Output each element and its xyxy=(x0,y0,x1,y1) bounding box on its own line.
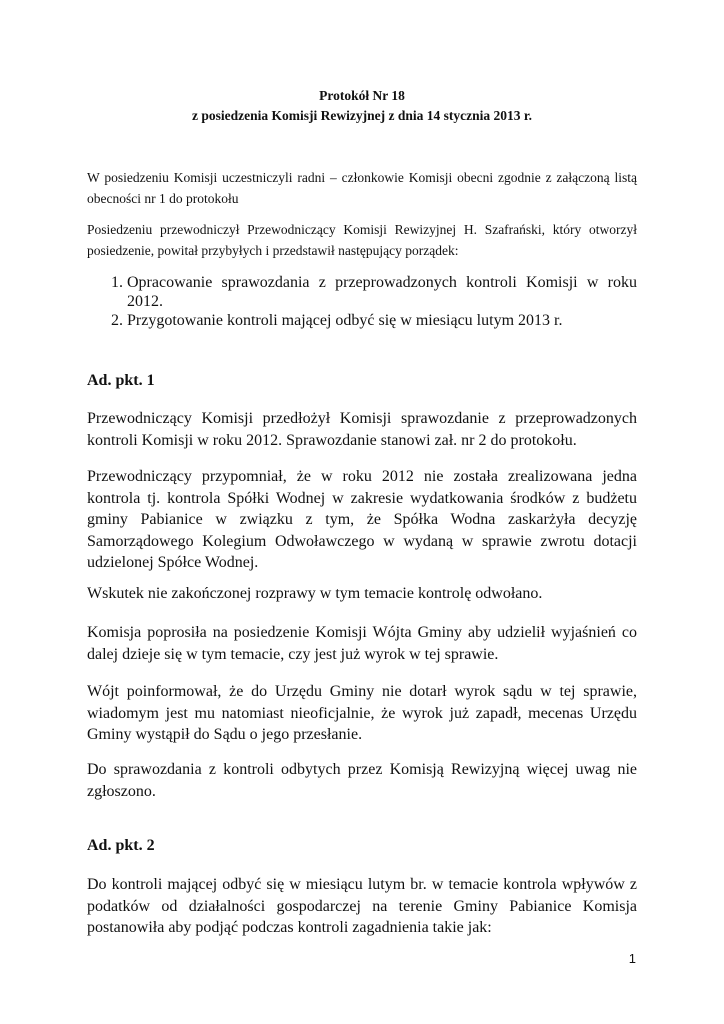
section-1-paragraph-2: Przewodniczący przypomniał, że w roku 2012 nie została zrealizowana jedna kontrola tj. kontrola Spółki Wodnej w zakresie wydatkowania środków z budżetu gminy Pabianice w związku z tym, że Spółka Wodna zaskarżyła decyzję Samorządowego Kolegium Odwoławczego w wydaną w sprawie zwrotu dotacji udzielonej Spółce Wodnej. xyxy=(87,468,637,571)
section-2-heading: Ad. pkt. 2 xyxy=(87,837,155,854)
intro-paragraph-2: Posiedzeniu przewodniczył Przewodniczący Komisji Rewizyjnej H. Szafrański, który otworzył posiedzenie, powitał przybyłych i przedstawił następujący porządek: xyxy=(87,222,637,258)
document-title xyxy=(87,86,637,126)
page-number: 1 xyxy=(628,951,636,966)
section-1-paragraph-3: Wskutek nie zakończonej rozprawy w tym temacie kontrolę odwołano. xyxy=(87,585,543,602)
agenda-item-2: 2. Przygotowanie kontroli mającej odbyć się w miesiącu lutym 2013 r. xyxy=(127,311,637,330)
title-line-2: z posiedzenia Komisji Rewizyjnej z dnia 14 stycznia 2013 r. xyxy=(192,108,532,123)
section-1-paragraph-5: Wójt poinformował, że do Urzędu Gminy nie dotarł wyrok sądu w tej sprawie, wiadomym jest mu natomiast nieoficjalnie, że wyrok już zapadł, mecenas Urzędu Gminy wystąpił do Sądu o jego przesłanie. xyxy=(87,683,637,743)
agenda-list xyxy=(87,273,637,330)
title-line-1: Protokół Nr 18 xyxy=(319,88,405,103)
section-1-paragraph-6: Do sprawozdania z kontroli odbytych przez Komisją Rewizyjną więcej uwag nie zgłoszono. xyxy=(87,761,637,800)
section-1-paragraph-4: Komisja poprosiła na posiedzenie Komisji Wójta Gminy aby udzielił wyjaśnień co dalej dzieje się w tym temacie, czy jest już wyrok w tej sprawie. xyxy=(87,624,637,663)
intro-paragraph-1: W posiedzeniu Komisji uczestniczyli radni – członkowie Komisji obecni zgodnie z załączoną listą obecności nr 1 do protokołu xyxy=(87,170,637,206)
section-1-heading: Ad. pkt. 1 xyxy=(87,372,155,389)
section-2-paragraph-1: Do kontroli mającej odbyć się w miesiącu lutym br. w temacie kontrola wpływów z podatków od działalności gospodarczej na terenie Gminy Pabianice Komisja postanowiła aby podjąć podczas kontroli zagadnienia takie jak: xyxy=(87,876,637,936)
section-1-paragraph-1: Przewodniczący Komisji przedłożył Komisji sprawozdanie z przeprowadzonych kontroli Komisji w roku 2012. Sprawozdanie stanowi zał. nr 2 do protokołu. xyxy=(87,410,637,449)
agenda-item-1: 1. Opracowanie sprawozdania z przeprowadzonych kontroli Komisji w roku 2012. xyxy=(127,273,637,311)
